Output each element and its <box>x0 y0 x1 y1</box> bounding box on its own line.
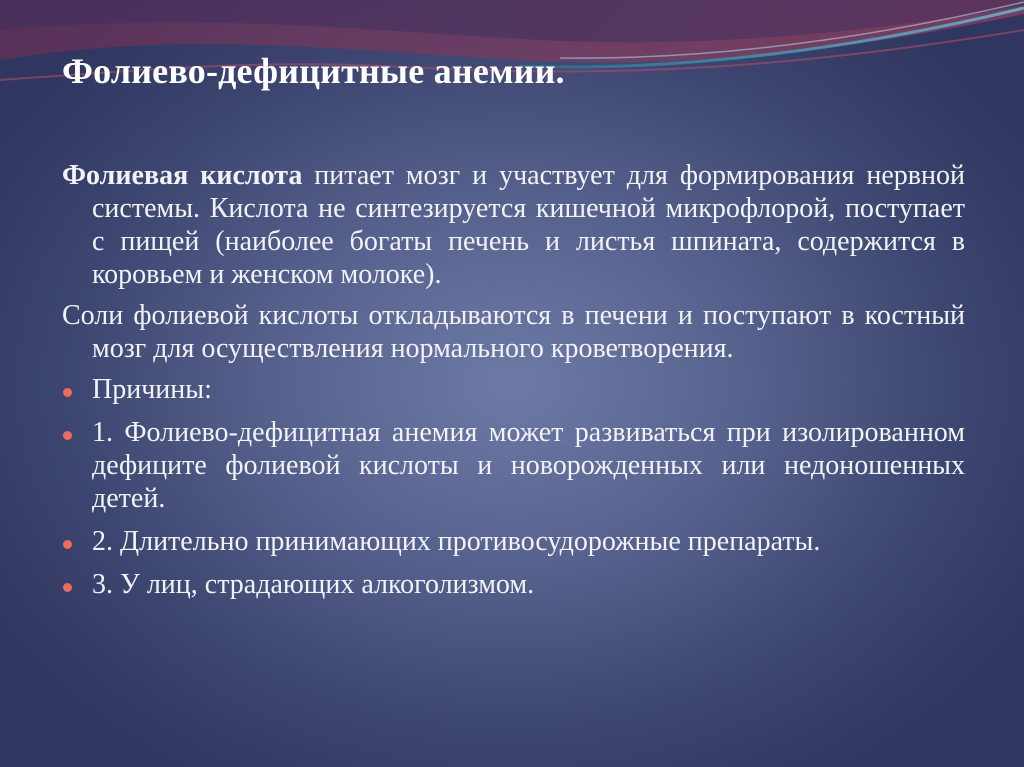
list-item-text: 3. У лиц, страдающих алкоголизмом. <box>92 569 535 600</box>
bullet-dot-icon <box>63 388 72 397</box>
paragraph-folic-salts: Соли фолиевой кислоты откладываются в печени и поступают в костный мозг для осуществления нормального кроветворения. <box>62 300 965 364</box>
list-item-cause-3 <box>62 568 965 601</box>
paragraph-text: питает мозг и участвует для формирования нервной системы. Кислота не синтезируется кишечной микрофлорой, поступает с пищей (наиболее богаты печень и листья шпината, содержится в коровьем и женском молоке). <box>92 160 965 290</box>
list-item-cause-2 <box>62 525 965 558</box>
list-item-text: 1. Фолиево-дефицитная анемия может развиваться при изолированном дефиците фолиевой кислоты и новорожденных или недоношенных детей. <box>92 417 965 514</box>
list-item-causes-heading <box>62 373 965 406</box>
bullet-dot-icon <box>63 583 72 592</box>
slide-title: Фолиево-дефицитные анемии. <box>62 51 565 91</box>
bullet-dot-icon <box>63 431 72 440</box>
bold-term: Фолиевая кислота <box>62 160 303 191</box>
bullet-dot-icon <box>63 540 72 549</box>
list-item-text: 2. Длительно принимающих противосудорожные препараты. <box>92 526 821 557</box>
slide-body <box>62 159 965 611</box>
list-item-text: Причины: <box>92 374 212 405</box>
paragraph-folic-acid <box>62 159 965 291</box>
list-item-cause-1 <box>62 416 965 515</box>
